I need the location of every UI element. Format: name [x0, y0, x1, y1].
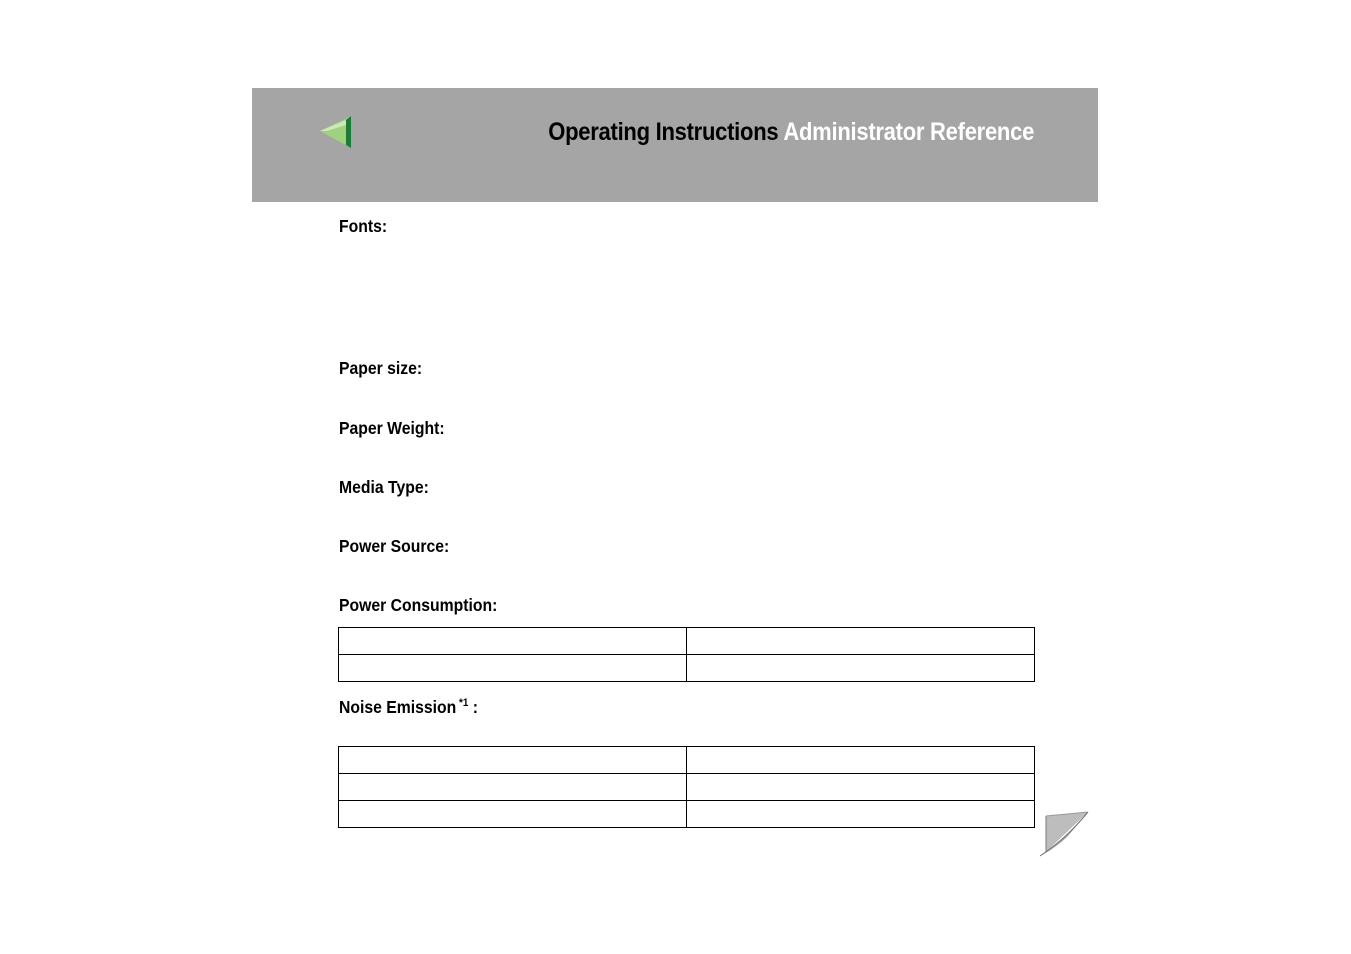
- page-curl-icon[interactable]: [1038, 810, 1090, 858]
- table-cell: [687, 655, 1035, 682]
- table-row: [339, 655, 1035, 682]
- media-type-label: Media Type:: [339, 477, 429, 497]
- power-consumption-table: [338, 627, 1035, 682]
- table-cell: [687, 774, 1035, 801]
- paper-weight-label: Paper Weight:: [339, 418, 445, 438]
- triangle-left-icon[interactable]: [319, 114, 353, 150]
- table-cell: [339, 628, 687, 655]
- table-cell: [687, 747, 1035, 774]
- noise-emission-text: Noise Emission: [339, 697, 457, 717]
- paper-size-label: Paper size:: [339, 358, 423, 378]
- header-title: [548, 118, 1034, 147]
- title-sub: Administrator Reference: [783, 118, 1034, 146]
- noise-emission-table: [338, 746, 1035, 828]
- power-consumption-label: Power Consumption:: [339, 595, 498, 615]
- table-row: [339, 774, 1035, 801]
- noise-emission-label: [339, 697, 478, 718]
- table-row: [339, 628, 1035, 655]
- table-cell: [339, 801, 687, 828]
- table-cell: [687, 628, 1035, 655]
- title-main: Operating Instructions: [548, 118, 779, 146]
- footnote-marker: *1: [458, 697, 469, 709]
- table-row: [339, 801, 1035, 828]
- fonts-label: Fonts:: [339, 216, 388, 236]
- table-cell: [687, 801, 1035, 828]
- table-row: [339, 747, 1035, 774]
- noise-emission-colon: :: [472, 697, 478, 717]
- table-cell: [339, 774, 687, 801]
- power-source-label: Power Source:: [339, 536, 450, 556]
- page-header: [252, 88, 1098, 202]
- table-cell: [339, 655, 687, 682]
- table-cell: [339, 747, 687, 774]
